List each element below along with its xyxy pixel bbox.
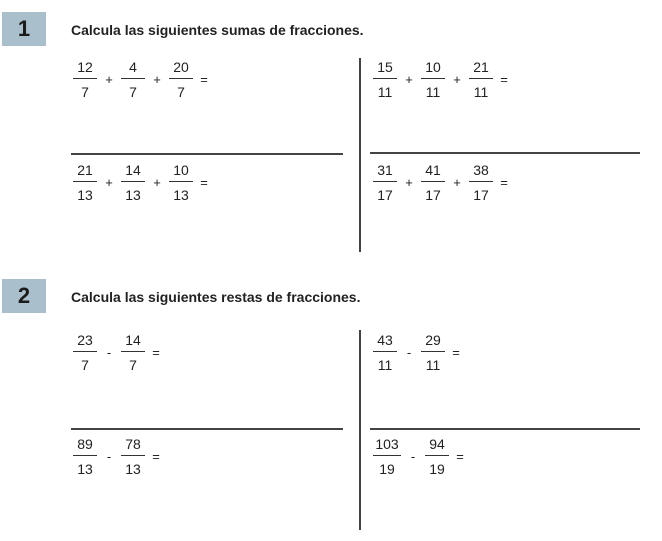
minus-sign: -	[106, 345, 112, 361]
plus-sign: +	[453, 175, 461, 191]
denominator: 7	[177, 84, 185, 101]
minus-sign: -	[410, 449, 416, 465]
numerator: 31	[377, 162, 393, 178]
plus-sign: +	[405, 72, 413, 88]
section-number-badge: 1	[2, 12, 46, 46]
fraction	[371, 56, 399, 103]
fraction	[119, 159, 147, 206]
fraction	[419, 159, 447, 206]
fraction	[119, 56, 147, 103]
denominator: 7	[129, 357, 137, 374]
fraction	[423, 433, 451, 480]
section-instruction: Calcula las siguientes restas de fracciones.	[71, 289, 361, 305]
denominator: 11	[425, 84, 441, 101]
horizontal-divider	[71, 428, 343, 430]
fraction-bar	[425, 455, 449, 456]
fraction-exercise	[371, 433, 467, 480]
plus-sign: +	[105, 175, 113, 191]
numerator: 103	[375, 436, 399, 452]
minus-sign: -	[106, 449, 112, 465]
fraction-bar	[121, 181, 145, 182]
numerator: 20	[173, 59, 189, 75]
fraction-bar	[421, 181, 445, 182]
numerator: 14	[125, 332, 141, 348]
fraction	[167, 56, 195, 103]
numerator: 29	[425, 332, 441, 348]
denominator: 17	[377, 187, 393, 204]
fraction-bar	[421, 351, 445, 352]
fraction	[467, 159, 495, 206]
fraction-exercise	[371, 56, 511, 103]
fraction-bar	[421, 78, 445, 79]
fraction-exercise	[71, 433, 163, 480]
numerator: 94	[429, 436, 445, 452]
equals-sign: =	[456, 449, 464, 465]
numerator: 15	[377, 59, 393, 75]
fraction	[119, 433, 147, 480]
equals-sign: =	[152, 449, 160, 465]
fraction-bar	[73, 181, 97, 182]
numerator: 78	[125, 436, 141, 452]
denominator: 11	[377, 357, 393, 374]
fraction	[371, 329, 399, 376]
numerator: 10	[173, 162, 189, 178]
numerator: 4	[129, 59, 137, 75]
minus-sign: -	[406, 345, 412, 361]
numerator: 89	[77, 436, 93, 452]
numerator: 12	[77, 59, 93, 75]
fraction	[371, 159, 399, 206]
fraction-bar	[469, 78, 493, 79]
plus-sign: +	[153, 72, 161, 88]
denominator: 7	[81, 84, 89, 101]
fraction-bar	[373, 78, 397, 79]
plus-sign: +	[453, 72, 461, 88]
denominator: 11	[377, 84, 393, 101]
numerator: 21	[77, 162, 93, 178]
fraction-exercise	[71, 56, 211, 103]
numerator: 14	[125, 162, 141, 178]
fraction-bar	[73, 455, 97, 456]
fraction-bar	[469, 181, 493, 182]
denominator: 13	[77, 461, 93, 478]
plus-sign: +	[405, 175, 413, 191]
fraction	[71, 159, 99, 206]
horizontal-divider	[370, 428, 640, 430]
fraction-bar	[373, 455, 401, 456]
fraction-exercise	[371, 329, 463, 376]
numerator: 41	[425, 162, 441, 178]
equals-sign: =	[152, 345, 160, 361]
numerator: 43	[377, 332, 393, 348]
numerator: 23	[77, 332, 93, 348]
vertical-divider	[359, 58, 361, 252]
denominator: 17	[425, 187, 441, 204]
fraction	[71, 329, 99, 376]
section-number-badge: 2	[2, 279, 46, 313]
denominator: 13	[125, 461, 141, 478]
fraction-bar	[73, 78, 97, 79]
horizontal-divider	[370, 152, 640, 154]
denominator: 13	[77, 187, 93, 204]
denominator: 17	[473, 187, 489, 204]
numerator: 38	[473, 162, 489, 178]
denominator: 7	[81, 357, 89, 374]
numerator: 10	[425, 59, 441, 75]
fraction-bar	[121, 351, 145, 352]
denominator: 13	[125, 187, 141, 204]
fraction	[419, 329, 447, 376]
fraction	[71, 433, 99, 480]
denominator: 19	[379, 461, 395, 478]
fraction-bar	[373, 181, 397, 182]
denominator: 13	[173, 187, 189, 204]
fraction-bar	[169, 181, 193, 182]
plus-sign: +	[153, 175, 161, 191]
fraction-bar	[73, 351, 97, 352]
fraction-exercise	[71, 159, 211, 206]
equals-sign: =	[200, 175, 208, 191]
fraction-bar	[169, 78, 193, 79]
fraction	[167, 159, 195, 206]
fraction-bar	[121, 455, 145, 456]
denominator: 7	[129, 84, 137, 101]
fraction	[371, 433, 403, 480]
fraction-exercise	[371, 159, 511, 206]
equals-sign: =	[452, 345, 460, 361]
horizontal-divider	[71, 153, 343, 155]
equals-sign: =	[500, 175, 508, 191]
denominator: 19	[429, 461, 445, 478]
equals-sign: =	[200, 72, 208, 88]
section-instruction: Calcula las siguientes sumas de fracciones.	[71, 22, 364, 38]
fraction	[467, 56, 495, 103]
numerator: 21	[473, 59, 489, 75]
fraction	[419, 56, 447, 103]
vertical-divider	[359, 330, 361, 530]
denominator: 11	[425, 357, 441, 374]
denominator: 11	[473, 84, 489, 101]
fraction-bar	[373, 351, 397, 352]
fraction	[71, 56, 99, 103]
fraction	[119, 329, 147, 376]
plus-sign: +	[105, 72, 113, 88]
equals-sign: =	[500, 72, 508, 88]
fraction-bar	[121, 78, 145, 79]
fraction-exercise	[71, 329, 163, 376]
